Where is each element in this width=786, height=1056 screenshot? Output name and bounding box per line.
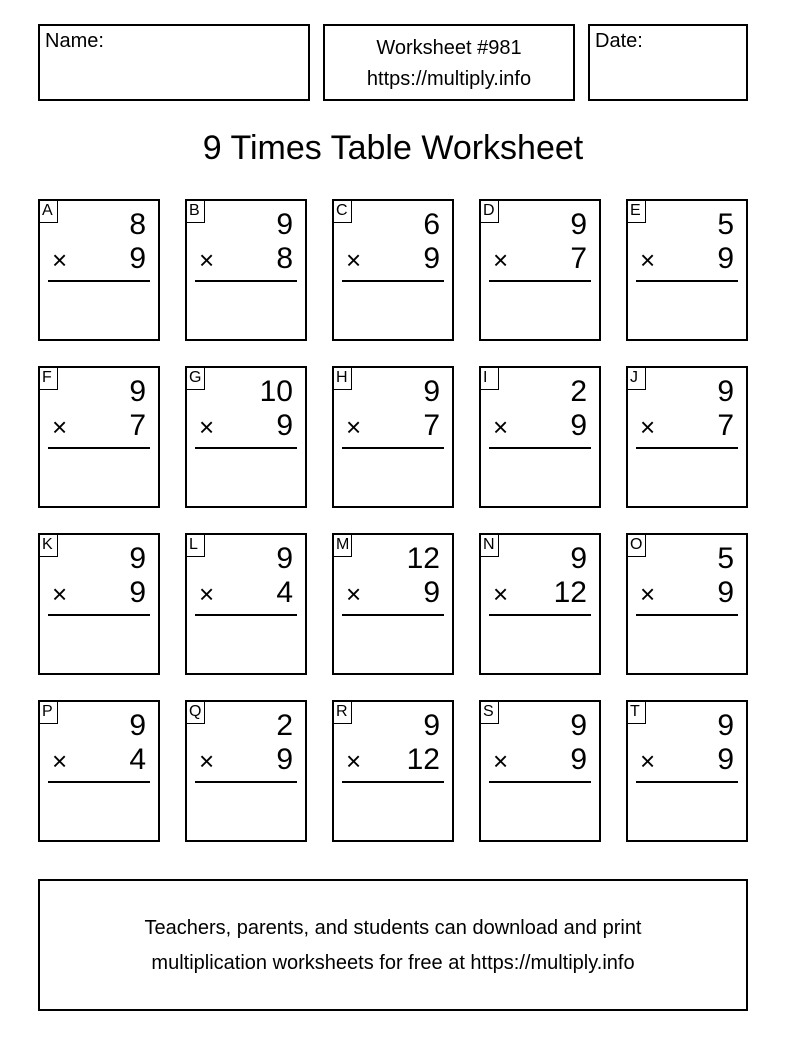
problem-card[interactable]	[332, 366, 454, 508]
multiply-sign: ×	[199, 412, 215, 442]
answer-line	[48, 280, 150, 282]
multiplier: 12	[406, 743, 440, 776]
multiply-sign: ×	[493, 412, 509, 442]
problem-card[interactable]	[38, 199, 160, 341]
answer-line	[636, 447, 738, 449]
problem-card[interactable]	[479, 366, 601, 508]
answer-line	[489, 614, 591, 616]
answer-line	[48, 781, 150, 783]
problem-letter: J	[628, 368, 646, 390]
multiplicand: 9	[129, 709, 146, 742]
problem-letter: P	[40, 702, 58, 724]
problem-letter: Q	[187, 702, 205, 724]
multiplier: 7	[570, 242, 587, 275]
answer-line	[636, 280, 738, 282]
problem-letter: H	[334, 368, 352, 390]
multiplicand: 2	[276, 709, 293, 742]
worksheet-url: https://multiply.info	[366, 68, 532, 90]
problem-letter: K	[40, 535, 58, 557]
answer-line	[636, 781, 738, 783]
answer-line	[489, 781, 591, 783]
footer-line-1: Teachers, parents, and students can download and print	[144, 917, 642, 939]
problem-card[interactable]	[479, 700, 601, 842]
multiplicand: 5	[717, 542, 734, 575]
problem-letter: O	[628, 535, 646, 557]
multiplicand: 9	[717, 375, 734, 408]
date-field[interactable]	[588, 24, 748, 101]
multiply-sign: ×	[493, 746, 509, 776]
multiplicand: 2	[570, 375, 587, 408]
problem-letter: D	[481, 201, 499, 223]
multiply-sign: ×	[52, 245, 68, 275]
multiply-sign: ×	[52, 412, 68, 442]
multiplier: 9	[717, 576, 734, 609]
problem-letter: N	[481, 535, 499, 557]
problem-letter: B	[187, 201, 205, 223]
answer-line	[636, 614, 738, 616]
multiply-sign: ×	[199, 579, 215, 609]
multiplier: 9	[129, 576, 146, 609]
multiplicand: 9	[423, 375, 440, 408]
multiplicand: 9	[570, 542, 587, 575]
answer-line	[489, 280, 591, 282]
multiplicand: 9	[129, 375, 146, 408]
answer-line	[48, 614, 150, 616]
multiplicand: 9	[276, 208, 293, 241]
multiplicand: 9	[570, 208, 587, 241]
problem-card[interactable]	[479, 199, 601, 341]
multiply-sign: ×	[640, 412, 656, 442]
multiplier: 9	[276, 409, 293, 442]
multiply-sign: ×	[346, 412, 362, 442]
multiplier: 4	[129, 743, 146, 776]
problem-card[interactable]	[479, 533, 601, 675]
problem-card[interactable]	[332, 533, 454, 675]
multiplier: 9	[570, 743, 587, 776]
problem-card[interactable]	[626, 366, 748, 508]
answer-line	[342, 447, 444, 449]
problem-letter: G	[187, 368, 205, 390]
answer-line	[195, 781, 297, 783]
problem-card[interactable]	[332, 700, 454, 842]
multiplier: 9	[570, 409, 587, 442]
multiply-sign: ×	[52, 746, 68, 776]
multiplicand: 6	[423, 208, 440, 241]
answer-line	[195, 280, 297, 282]
footer-box	[38, 879, 748, 1011]
worksheet-info-box	[323, 24, 575, 101]
worksheet-number: Worksheet #981	[376, 37, 522, 59]
problem-letter: E	[628, 201, 646, 223]
name-label: Name:	[45, 30, 104, 52]
multiply-sign: ×	[199, 245, 215, 275]
problem-card[interactable]	[626, 533, 748, 675]
multiplier: 9	[717, 743, 734, 776]
multiplier: 4	[276, 576, 293, 609]
multiplier: 7	[423, 409, 440, 442]
problem-letter: R	[334, 702, 352, 724]
answer-line	[342, 614, 444, 616]
multiplicand: 9	[717, 709, 734, 742]
problem-letter: S	[481, 702, 499, 724]
problem-card[interactable]	[626, 700, 748, 842]
problem-letter: M	[334, 535, 352, 557]
problem-card[interactable]	[185, 533, 307, 675]
problem-card[interactable]	[626, 199, 748, 341]
answer-line	[489, 447, 591, 449]
multiply-sign: ×	[640, 746, 656, 776]
problem-card[interactable]	[38, 533, 160, 675]
page-title: 9 Times Table Worksheet	[202, 129, 584, 167]
multiplier: 9	[276, 743, 293, 776]
problem-letter: I	[481, 368, 499, 390]
multiplier: 7	[129, 409, 146, 442]
problem-card[interactable]	[185, 366, 307, 508]
problem-card[interactable]	[38, 366, 160, 508]
problem-letter: C	[334, 201, 352, 223]
multiplier: 9	[423, 576, 440, 609]
problem-letter: A	[40, 201, 58, 223]
multiplier: 9	[129, 242, 146, 275]
answer-line	[195, 614, 297, 616]
multiply-sign: ×	[493, 245, 509, 275]
multiplier: 9	[717, 242, 734, 275]
multiply-sign: ×	[346, 579, 362, 609]
multiply-sign: ×	[346, 746, 362, 776]
problem-letter: F	[40, 368, 58, 390]
date-label: Date:	[595, 30, 643, 52]
footer-line-2: multiplication worksheets for free at https://multiply.info	[151, 952, 635, 974]
name-field[interactable]	[38, 24, 310, 101]
answer-line	[48, 447, 150, 449]
problem-card[interactable]	[185, 199, 307, 341]
multiplicand: 5	[717, 208, 734, 241]
multiplier: 7	[717, 409, 734, 442]
multiply-sign: ×	[640, 579, 656, 609]
multiply-sign: ×	[346, 245, 362, 275]
multiplicand: 12	[406, 542, 440, 575]
multiplier: 8	[276, 242, 293, 275]
problem-card[interactable]	[38, 700, 160, 842]
multiply-sign: ×	[493, 579, 509, 609]
multiply-sign: ×	[52, 579, 68, 609]
answer-line	[342, 781, 444, 783]
multiplicand: 8	[129, 208, 146, 241]
multiplicand: 10	[259, 375, 293, 408]
multiplicand: 9	[570, 709, 587, 742]
answer-line	[195, 447, 297, 449]
multiplicand: 9	[276, 542, 293, 575]
multiplicand: 9	[423, 709, 440, 742]
problem-letter: L	[187, 535, 205, 557]
multiplicand: 9	[129, 542, 146, 575]
multiplier: 12	[553, 576, 587, 609]
answer-line	[342, 280, 444, 282]
problem-card[interactable]	[332, 199, 454, 341]
multiply-sign: ×	[640, 245, 656, 275]
multiplier: 9	[423, 242, 440, 275]
multiply-sign: ×	[199, 746, 215, 776]
problem-letter: T	[628, 702, 646, 724]
problem-card[interactable]	[185, 700, 307, 842]
